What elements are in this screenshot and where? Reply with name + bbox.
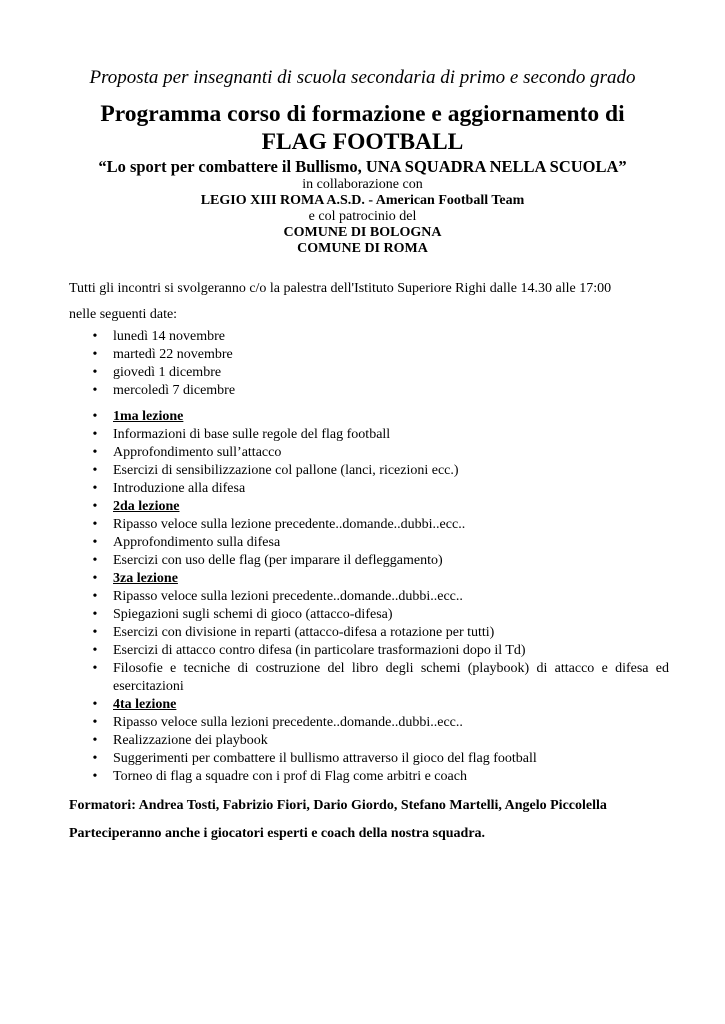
lesson-1-heading: 1ma lezione <box>113 409 184 424</box>
page-title <box>0 100 725 156</box>
patron-roma: COMUNE DI ROMA <box>297 241 428 256</box>
intro-paragraph <box>69 276 669 328</box>
bullet-icon: • <box>92 715 98 730</box>
list-item <box>89 364 669 382</box>
list-item <box>89 750 669 768</box>
list-item <box>89 382 669 400</box>
bullet-icon: • <box>92 625 98 640</box>
dates-list <box>89 328 669 400</box>
lesson-item-text: Introduzione alla difesa <box>113 481 246 496</box>
bullet-icon: • <box>92 409 98 424</box>
bullet-icon: • <box>92 517 98 532</box>
lesson-item-text: Realizzazione dei playbook <box>113 733 268 748</box>
lesson-4-heading: 4ta lezione <box>113 697 177 712</box>
title-line-1: Programma corso di formazione e aggiornamento di <box>100 101 625 127</box>
sponsors-block <box>0 177 725 257</box>
list-item <box>89 462 669 480</box>
list-item <box>89 588 669 606</box>
list-item <box>89 552 669 570</box>
list-item <box>89 642 669 660</box>
list-item <box>89 606 669 624</box>
list-item <box>89 660 669 696</box>
lesson-item-text: Ripasso veloce sulla lezioni precedente..domande..dubbi..ecc.. <box>113 715 463 730</box>
list-item <box>89 624 669 642</box>
lesson-item-text: Ripasso veloce sulla lezione precedente..domande..dubbi..ecc.. <box>113 517 466 532</box>
date-text: lunedì 14 novembre <box>113 329 225 344</box>
bullet-icon: • <box>92 661 98 676</box>
lesson-item-text: Esercizi di attacco contro difesa (in particolare trasformazioni dopo il Td) <box>113 643 526 658</box>
lesson-item-text: Approfondimento sulla difesa <box>113 535 281 550</box>
list-item <box>89 328 669 346</box>
bullet-icon: • <box>92 427 98 442</box>
target-audience-subtitle: Proposta per insegnanti di scuola secondaria di primo e secondo grado <box>89 67 636 88</box>
list-item <box>89 768 669 786</box>
collaboration-team: LEGIO XIII ROMA A.S.D. - American Football Team <box>200 193 525 208</box>
bullet-icon: • <box>92 347 98 362</box>
collaboration-intro: in collaborazione con <box>302 177 423 192</box>
intro-line-2: nelle seguenti date: <box>69 307 178 322</box>
bullet-icon: • <box>92 499 98 514</box>
bullet-icon: • <box>92 365 98 380</box>
bullet-icon: • <box>92 769 98 784</box>
patron-bologna: COMUNE DI BOLOGNA <box>283 225 442 240</box>
bullet-icon: • <box>92 445 98 460</box>
lesson-item-text: Torneo di flag a squadre con i prof di Flag come arbitri e coach <box>113 769 467 784</box>
intro-line-1: Tutti gli incontri si svolgeranno c/o la palestra dell'Istituto Superiore Righi dalle 14.30 alle 17:00 <box>69 281 612 296</box>
list-item <box>89 714 669 732</box>
lesson-item-text: Esercizi con uso delle flag (per imparare il defleggamento) <box>113 553 443 568</box>
lesson-heading-item <box>89 498 669 516</box>
title-line-2: FLAG FOOTBALL <box>261 129 464 155</box>
motto-quote: “Lo sport per combattere il Bullismo, UNA SQUADRA NELLA SCUOLA” <box>98 157 627 176</box>
bullet-icon: • <box>92 463 98 478</box>
bullet-icon: • <box>92 329 98 344</box>
lesson-heading-item <box>89 408 669 426</box>
lessons-list <box>89 408 669 786</box>
list-item <box>89 732 669 750</box>
lesson-item-text: Esercizi di sensibilizzazione col pallone (lanci, ricezioni ecc.) <box>113 463 459 478</box>
lesson-item-text: Spiegazioni sugli schemi di gioco (attacco-difesa) <box>113 607 393 622</box>
lesson-item-text: Filosofie e tecniche di costruzione del libro degli schemi (playbook) di attacco e difesa ed esercitazioni <box>113 661 669 694</box>
lesson-item-text: Informazioni di base sulle regole del flag football <box>113 427 391 442</box>
participants-note: Parteciperanno anche i giocatori esperti e coach della nostra squadra. <box>69 826 486 841</box>
date-text: mercoledì 7 dicembre <box>113 383 236 398</box>
list-item <box>89 346 669 364</box>
list-item <box>89 444 669 462</box>
lesson-item-text: Esercizi con divisione in reparti (attacco-difesa a rotazione per tutti) <box>113 625 495 640</box>
bullet-icon: • <box>92 383 98 398</box>
bullet-icon: • <box>92 553 98 568</box>
lesson-3-heading: 3za lezione <box>113 571 178 586</box>
bullet-icon: • <box>92 733 98 748</box>
list-item <box>89 426 669 444</box>
list-item <box>89 516 669 534</box>
lesson-item-text: Ripasso veloce sulla lezioni precedente..domande..dubbi..ecc.. <box>113 589 463 604</box>
list-item <box>89 534 669 552</box>
bullet-icon: • <box>92 751 98 766</box>
bullet-icon: • <box>92 571 98 586</box>
lesson-item-text: Suggerimenti per combattere il bullismo attraverso il gioco del flag football <box>113 751 537 766</box>
patronage-intro: e col patrocinio del <box>308 209 417 224</box>
bullet-icon: • <box>92 697 98 712</box>
trainers-line: Formatori: Andrea Tosti, Fabrizio Fiori, Dario Giordo, Stefano Martelli, Angelo Piccolella <box>69 798 607 813</box>
list-item <box>89 480 669 498</box>
bullet-icon: • <box>92 607 98 622</box>
bullet-icon: • <box>92 535 98 550</box>
bullet-icon: • <box>92 481 98 496</box>
date-text: giovedì 1 dicembre <box>113 365 222 380</box>
bullet-icon: • <box>92 643 98 658</box>
lesson-heading-item <box>89 570 669 588</box>
lesson-heading-item <box>89 696 669 714</box>
bullet-icon: • <box>92 589 98 604</box>
lesson-2-heading: 2da lezione <box>113 499 180 514</box>
lesson-item-text: Approfondimento sull’attacco <box>113 445 282 460</box>
date-text: martedì 22 novembre <box>113 347 233 362</box>
